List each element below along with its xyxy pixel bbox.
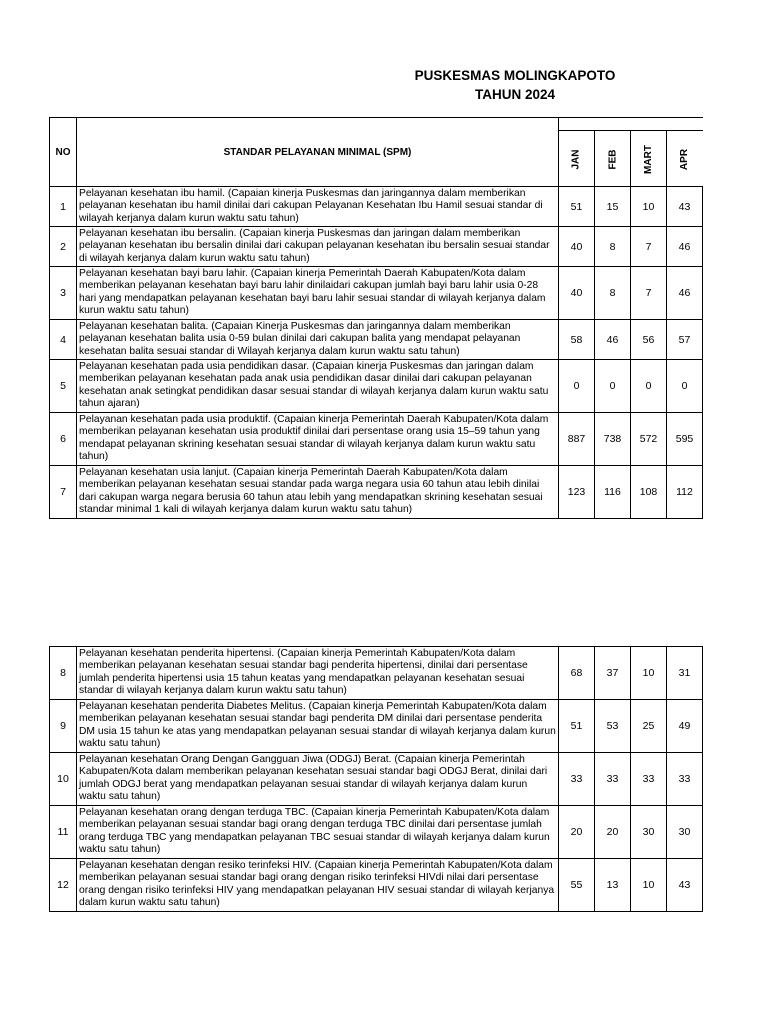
spm-table-page-2 (49, 646, 703, 912)
table-row (50, 647, 703, 700)
value-apr: 46 (667, 267, 703, 320)
value-feb: 46 (595, 320, 631, 360)
spm-description: Pelayanan kesehatan usia lanjut. (Capaian kinerja Pemerintah Daerah Kabupaten/Kota dalam memberikan pelayanan kesehatan sesuai standar pada warga negara usia 60 tahun atau lebih dinilai dari cakupan warga negara berusia 60 tahun atau lebih yang mendapatkan skrining kesehatan sesuai standar minimal 1 kali di wilayah kerjanya dalam kurun waktu satu tahun) (77, 466, 559, 519)
page-subtitle-year: TAHUN 2024 (474, 87, 556, 102)
value-jan: 68 (559, 647, 595, 700)
value-apr: 595 (667, 413, 703, 466)
table-row (50, 753, 703, 806)
value-feb: 13 (595, 859, 631, 912)
value-feb: 53 (595, 700, 631, 753)
table-row (50, 360, 703, 413)
value-feb: 738 (595, 413, 631, 466)
value-mart: 56 (631, 320, 667, 360)
table-row (50, 413, 703, 466)
value-jan: 51 (559, 700, 595, 753)
spm-description: Pelayanan kesehatan ibu hamil. (Capaian kinerja Puskesmas dan jaringannya dalam memberikan pelayanan kesehatan ibu hamil dinilai dari cakupan Pelayanan Kesehatan Ibu Hamil sesuai standar di wilayah kerjanya dalam kurun waktu satu tahun) (77, 187, 559, 227)
header-month-jan: JAN (559, 131, 595, 187)
row-number: 6 (50, 413, 77, 466)
value-apr: 0 (667, 360, 703, 413)
value-jan: 40 (559, 267, 595, 320)
value-mart: 33 (631, 753, 667, 806)
value-apr: 33 (667, 753, 703, 806)
page-title: PUSKESMAS MOLINGKAPOTO (414, 68, 616, 83)
value-mart: 572 (631, 413, 667, 466)
value-feb: 33 (595, 753, 631, 806)
table-row (50, 320, 703, 360)
header-month-feb: FEB (595, 131, 631, 187)
header-spm: STANDAR PELAYANAN MINIMAL (SPM) (77, 118, 559, 187)
table-row (50, 187, 703, 227)
spm-description: Pelayanan kesehatan penderita Diabetes Melitus. (Capaian kinerja Pemerintah Kabupaten/Kota dalam memberikan pelayanan kesehatan sesuai standar bagi penderita DM dinilai dari persentase penderita DM usia 15 tahun ke atas yang mendapatkan pelayanan sesuai standar di wilayah kerjanya dalam kurun waktu satu tahun) (77, 700, 559, 753)
spm-description: Pelayanan kesehatan pada usia pendidikan dasar. (Capaian kinerja Puskesmas dan jaringan dalam memberikan pelayanan kesehatan pada anak usia pendidikan dasar dinilai dari cakupan pelayanan kesehatan anak setingkat pendidikan dasar sesuai standar di wilayah kerjanya dalam kurun waktu satu tahun ajaran) (77, 360, 559, 413)
value-feb: 15 (595, 187, 631, 227)
value-mart: 7 (631, 227, 667, 267)
value-jan: 20 (559, 806, 595, 859)
spm-description: Pelayanan kesehatan pada usia produktif. (Capaian kinerja Pemerintah Daerah Kabupaten/Kota dalam memberikan pelayanan kesehatan usia produktif dinilai dari persentase orang usia 15–59 tahun yang mendapat pelayanan skrining kesehatan sesuai standar di wilayah kerjanya dalam kurun waktu satu tahun) (77, 413, 559, 466)
row-number: 8 (50, 647, 77, 700)
value-feb: 20 (595, 806, 631, 859)
row-number: 11 (50, 806, 77, 859)
value-jan: 55 (559, 859, 595, 912)
value-apr: 43 (667, 859, 703, 912)
table-row (50, 700, 703, 753)
table-row (50, 806, 703, 859)
header-month-group (559, 118, 703, 131)
table-row (50, 267, 703, 320)
table-row (50, 859, 703, 912)
value-apr: 57 (667, 320, 703, 360)
header-no: NO (50, 118, 77, 187)
spm-table-page-1 (49, 117, 703, 519)
value-apr: 112 (667, 466, 703, 519)
value-mart: 0 (631, 360, 667, 413)
row-number: 2 (50, 227, 77, 267)
header-month-apr: APR (667, 131, 703, 187)
value-apr: 46 (667, 227, 703, 267)
row-number: 1 (50, 187, 77, 227)
value-jan: 33 (559, 753, 595, 806)
row-number: 4 (50, 320, 77, 360)
row-number: 3 (50, 267, 77, 320)
value-feb: 116 (595, 466, 631, 519)
value-mart: 10 (631, 859, 667, 912)
header-month-mart: MART (631, 131, 667, 187)
value-feb: 37 (595, 647, 631, 700)
row-number: 10 (50, 753, 77, 806)
spm-description: Pelayanan kesehatan bayi baru lahir. (Capaian kinerja Pemerintah Daerah Kabupaten/Kota dalam memberikan pelayanan kesehatan bayi baru lahir dinilaidari cakupan jumlah bayi baru lahir usia 0-28 hari yang mendapatkan pelayanan kesehatan bayi baru lahir sesuai standar di wilayah kerjanya dalam kurun waktu satu tahun) (77, 267, 559, 320)
value-mart: 25 (631, 700, 667, 753)
spm-description: Pelayanan kesehatan balita. (Capaian Kinerja Puskesmas dan jaringannya dalam memberikan pelayanan kesehatan balita usia 0-59 bulan dinilai dari cakupan balita yang mendapat pelayanan kesehatan balita sesuai standar di Wilayah kerjanya dalam kurun waktu satu tahun) (77, 320, 559, 360)
value-jan: 51 (559, 187, 595, 227)
value-jan: 58 (559, 320, 595, 360)
value-mart: 10 (631, 647, 667, 700)
value-feb: 8 (595, 267, 631, 320)
row-number: 9 (50, 700, 77, 753)
value-jan: 123 (559, 466, 595, 519)
value-mart: 30 (631, 806, 667, 859)
spm-description: Pelayanan kesehatan ibu bersalin. (Capaian kinerja Puskesmas dan jaringan dalam memberikan pelayanan kesehatan ibu bersalin dinilai dari cakupan pelayanan kesehatan ibu bersalin sesuai standar di wilayah kerjanya dalam kurun waktu satu tahun) (77, 227, 559, 267)
value-jan: 887 (559, 413, 595, 466)
value-jan: 0 (559, 360, 595, 413)
value-feb: 8 (595, 227, 631, 267)
row-number: 5 (50, 360, 77, 413)
value-apr: 43 (667, 187, 703, 227)
value-mart: 7 (631, 267, 667, 320)
table-row (50, 466, 703, 519)
row-number: 7 (50, 466, 77, 519)
row-number: 12 (50, 859, 77, 912)
value-mart: 108 (631, 466, 667, 519)
value-apr: 49 (667, 700, 703, 753)
spm-description: Pelayanan kesehatan orang dengan terduga TBC. (Capaian kinerja Pemerintah Kabupaten/Kota dalam memberikan pelayanan sesuai standar bagi orang dengan terduga TBC dinilai dari persentase jumlah orang terduga TBC yang mendapatkan pelayanan TBC sesuai standar di wilayah kerjanya dalam kurun waktu satu tahun) (77, 806, 559, 859)
value-mart: 10 (631, 187, 667, 227)
spm-description: Pelayanan kesehatan penderita hipertensi. (Capaian kinerja Pemerintah Kabupaten/Kota dalam memberikan pelayanan kesehatan sesuai standar bagi penderita hipertensi, dinilai dari persentase jumlah penderita hipertensi usia 15 tahun keatas yang mendapatkan pelayanan kesehatan sesuai standar di wilayah kerjanya dalam kurun waktu satu tahun) (77, 647, 559, 700)
value-feb: 0 (595, 360, 631, 413)
spm-description: Pelayanan kesehatan Orang Dengan Gangguan Jiwa (ODGJ) Berat. (Capaian kinerja Pemerintah Kabupaten/Kota dalam memberikan pelayanan kesehatan sesuai standar bagi ODGJ Berat, dinilai dari jumlah ODGJ berat yang mendapatkan pelayanan sesuai standar di wilayah kerjanya dalam kurun waktu satu tahun) (77, 753, 559, 806)
spm-description: Pelayanan kesehatan dengan resiko terinfeksi HIV. (Capaian kinerja Pemerintah Kabupaten/Kota dalam memberikan pelayanan sesuai standar bagi orang dengan risiko terinfeksi HIVdi nilai dari persentase orang dengan risiko terinfeksi HIV yang mendapatkan pelayanan HIV sesuai standar di wilayah kerjanya dalam kurun waktu satu tahun) (77, 859, 559, 912)
value-apr: 31 (667, 647, 703, 700)
value-apr: 30 (667, 806, 703, 859)
value-jan: 40 (559, 227, 595, 267)
table-row (50, 227, 703, 267)
